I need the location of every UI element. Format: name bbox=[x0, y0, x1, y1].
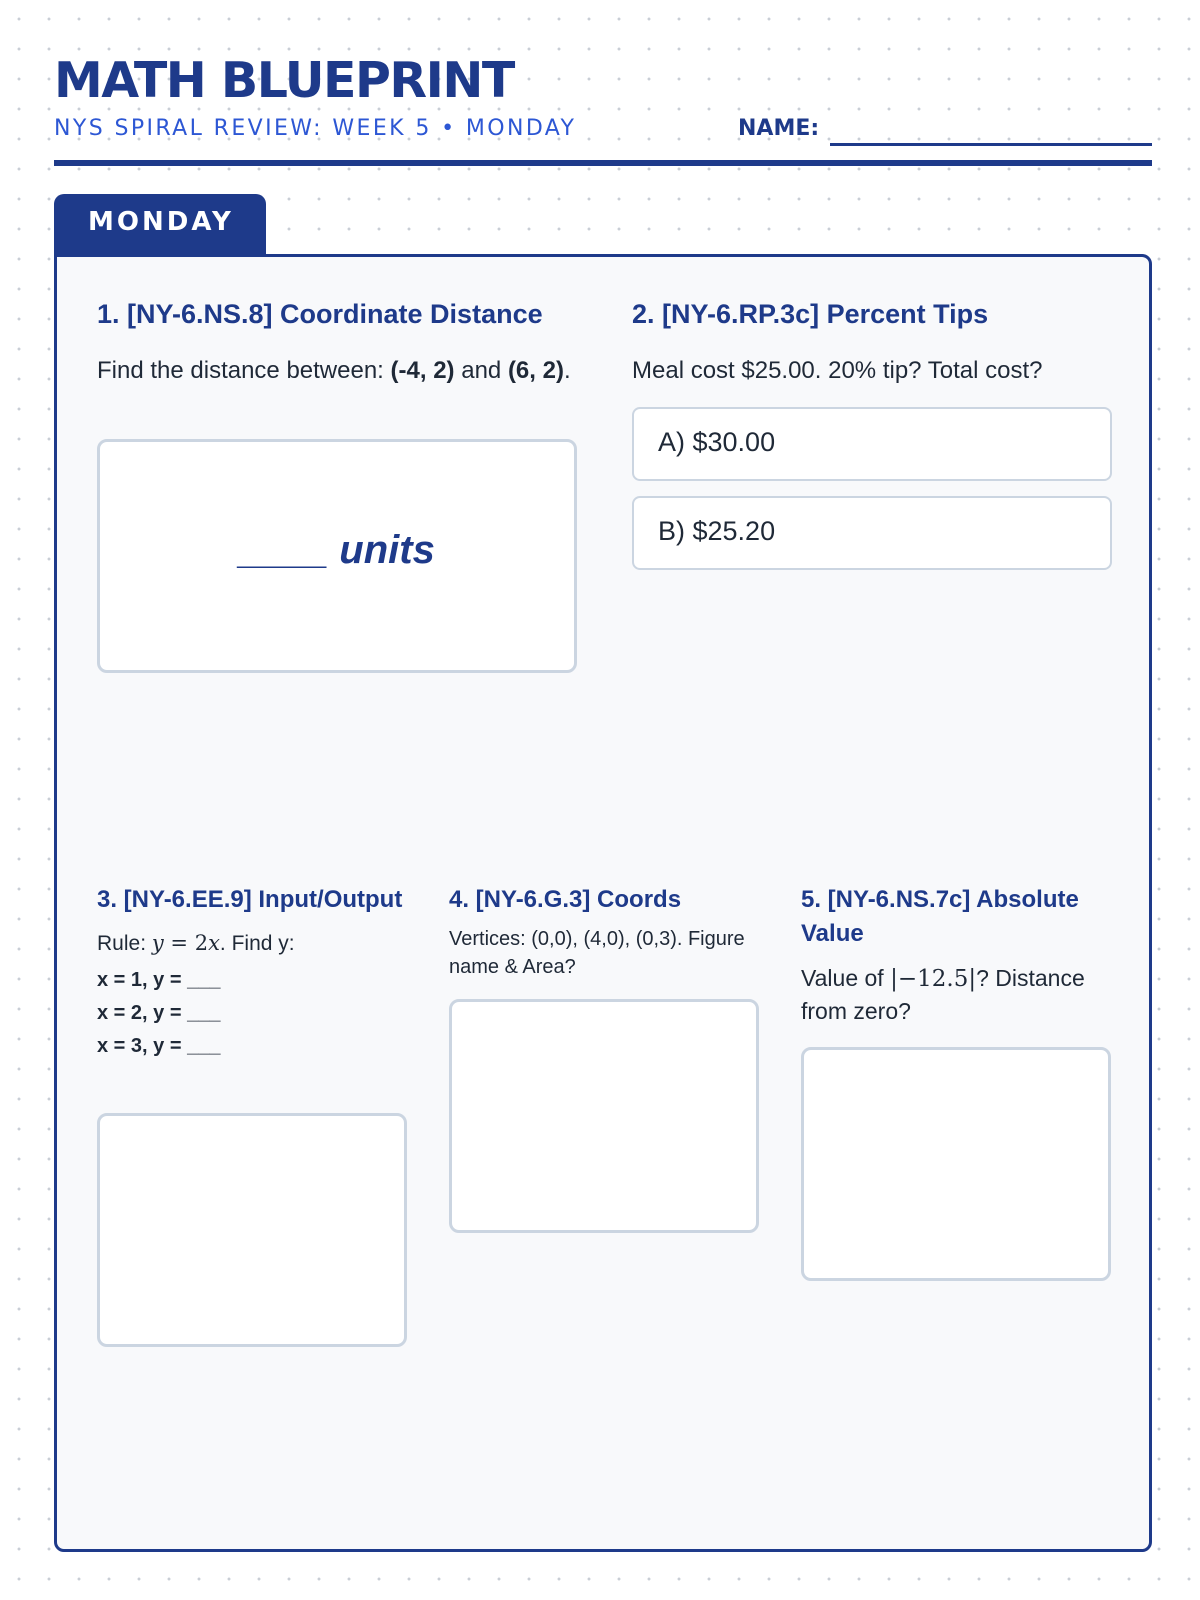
io-row: x = 1, y = ___ bbox=[97, 968, 221, 991]
problem-1-answer-box[interactable] bbox=[97, 439, 577, 673]
problem-4-answer-box[interactable] bbox=[449, 999, 759, 1233]
problem-2-title: 2. [NY-6.RP.3c] Percent Tips bbox=[632, 299, 989, 329]
problem-5-prompt: Value of |−12.5|? Distance from zero? bbox=[801, 965, 1085, 1025]
problem-2-prompt: Meal cost $25.00. 20% tip? Total cost? bbox=[632, 357, 1043, 385]
option-a[interactable]: A) $30.00 bbox=[632, 407, 1112, 481]
problem-1 bbox=[97, 297, 577, 388]
problem-5 bbox=[801, 883, 1111, 1028]
problem-2 bbox=[632, 297, 1112, 388]
name-label: NAME: bbox=[738, 116, 820, 141]
absolute-value-expression: |−12.5| bbox=[890, 966, 977, 993]
point-b: (6, 2) bbox=[507, 357, 564, 385]
problem-4-prompt: Vertices: (0,0), (4,0), (0,3). Figure name & Area? bbox=[449, 927, 745, 978]
problem-3 bbox=[97, 883, 407, 1063]
problem-3-answer-box[interactable] bbox=[97, 1113, 407, 1347]
name-field-line[interactable] bbox=[830, 143, 1152, 146]
problem-2-options bbox=[632, 407, 1112, 577]
problem-3-rule: Rule: y = 2x. Find y: bbox=[97, 930, 295, 955]
units-blank: ____ units bbox=[239, 528, 435, 572]
point-a: (-4, 2) bbox=[390, 357, 455, 385]
io-rows bbox=[97, 964, 407, 1063]
io-row: x = 3, y = ___ bbox=[97, 1034, 221, 1057]
day-tab: MONDAY bbox=[54, 194, 266, 256]
problem-4 bbox=[449, 883, 759, 981]
page-title: MATH BLUEPRINT bbox=[54, 52, 514, 109]
rule-equation: y = 2x bbox=[151, 930, 220, 955]
header-divider bbox=[54, 160, 1152, 166]
problem-4-title: 4. [NY-6.G.3] Coords bbox=[449, 886, 682, 913]
option-b[interactable]: B) $25.20 bbox=[632, 496, 1112, 570]
problem-3-title: 3. [NY-6.EE.9] Input/Output bbox=[97, 886, 403, 913]
problem-1-title: 1. [NY-6.NS.8] Coordinate Distance bbox=[97, 299, 543, 329]
problem-5-answer-box[interactable] bbox=[801, 1047, 1111, 1281]
page-subtitle: NYS SPIRAL REVIEW: WEEK 5 • MONDAY bbox=[54, 116, 577, 141]
problem-5-title: 5. [NY-6.NS.7c] Absolute Value bbox=[801, 886, 1079, 947]
problem-1-prompt: Find the distance between: (-4, 2) and (6, 2). bbox=[97, 357, 571, 385]
io-row: x = 2, y = ___ bbox=[97, 1001, 221, 1024]
worksheet-panel bbox=[54, 254, 1152, 1552]
